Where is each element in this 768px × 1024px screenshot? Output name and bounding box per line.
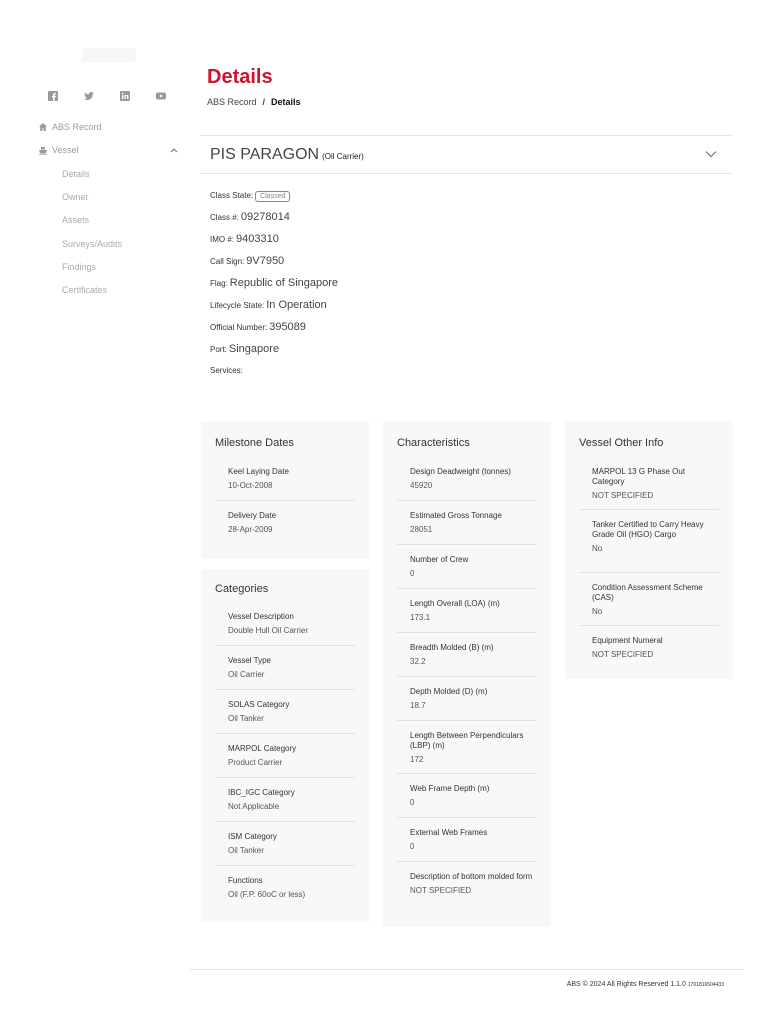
- breadcrumb: [207, 97, 301, 107]
- official-number-value: 395089: [269, 321, 306, 333]
- characteristic-item: [410, 687, 536, 710]
- milestone-value: 10-Oct-2008: [228, 481, 273, 490]
- services-row: [210, 366, 243, 375]
- category-value: Double Hull Oil Carrier: [228, 626, 309, 635]
- characteristic-value: 173.1: [410, 613, 431, 622]
- flag-value: Republic of Singapore: [229, 277, 339, 289]
- sidebar-subitem-owner[interactable]: Owner: [62, 192, 89, 202]
- divider: [397, 817, 537, 818]
- divider: [397, 544, 537, 545]
- lifecycle-row: [210, 299, 327, 311]
- other-info-value: No: [592, 607, 603, 616]
- characteristics-panel: [383, 421, 551, 927]
- divider: [215, 777, 355, 778]
- other-info-item: [592, 583, 718, 616]
- sidebar-subitem-certificates[interactable]: Certificates: [62, 285, 108, 295]
- other-info-label: Equipment Numeral: [592, 636, 663, 645]
- category-label: Vessel Description: [228, 612, 294, 621]
- characteristics-title: Characteristics: [397, 437, 470, 449]
- divider: [397, 632, 537, 633]
- flag-row: [210, 277, 338, 289]
- divider: [397, 676, 537, 677]
- characteristic-item: [410, 872, 536, 895]
- vessel-name-wrap: [210, 146, 364, 164]
- other-info-label: Tanker Certified to Carry Heavy Grade Oil (HGO) Cargo: [592, 520, 704, 539]
- footer-copyright: ABS © 2024 All Rights Reserved 1.1.0: [566, 981, 686, 988]
- characteristic-item: [410, 511, 536, 534]
- divider: [579, 572, 719, 573]
- breadcrumb-root[interactable]: ABS Record: [207, 97, 257, 107]
- footer-build: 1701816504433: [687, 982, 724, 988]
- logo: [82, 48, 136, 62]
- youtube-icon[interactable]: [155, 90, 167, 102]
- sidebar-subitem-surveys-audits[interactable]: Surveys/Audits: [62, 239, 123, 249]
- divider: [215, 733, 355, 734]
- status-badge: Classed: [255, 191, 290, 202]
- other-info-item: [592, 467, 718, 500]
- class-state-row: [210, 191, 290, 202]
- milestone-item: [228, 467, 354, 490]
- characteristic-label: Number of Crew: [410, 555, 469, 564]
- characteristic-value: 0: [410, 569, 415, 578]
- port-row: [210, 343, 279, 355]
- characteristic-label: Length Between Perpendiculars (LBP) (m): [410, 731, 524, 750]
- imo-value: 9403310: [236, 233, 279, 245]
- characteristic-label: Breadth Molded (B) (m): [410, 643, 494, 652]
- category-value: Not Applicable: [228, 802, 280, 811]
- other-info-value: NOT SPECIFIED: [592, 650, 654, 659]
- characteristic-item: [410, 828, 536, 851]
- divider: [579, 509, 719, 510]
- call-sign-value: 9V7950: [246, 255, 285, 267]
- category-item: [228, 612, 354, 635]
- divider: [397, 500, 537, 501]
- footer-divider: [190, 969, 743, 970]
- milestone-value: 28-Apr-2009: [228, 525, 273, 534]
- divider: [215, 645, 355, 646]
- characteristic-value: 45920: [410, 481, 433, 490]
- lifecycle-label: Lifecycle State:: [210, 301, 265, 310]
- divider: [397, 861, 537, 862]
- divider: [215, 500, 355, 501]
- characteristic-value: 172: [410, 755, 424, 764]
- characteristic-value: NOT SPECIFIED: [410, 886, 472, 895]
- characteristic-label: Design Deadweight (tonnes): [410, 467, 511, 476]
- class-number-value: 09278014: [240, 211, 290, 223]
- characteristic-item: [410, 784, 536, 807]
- divider: [215, 689, 355, 690]
- characteristic-label: Estimated Gross Tonnage: [410, 511, 502, 520]
- category-label: Vessel Type: [228, 656, 271, 665]
- imo-label: IMO #:: [210, 235, 235, 244]
- characteristic-value: 0: [410, 798, 415, 807]
- chevron-down-icon[interactable]: [705, 150, 717, 158]
- characteristic-item: [410, 599, 536, 622]
- port-value: Singapore: [228, 343, 280, 355]
- characteristic-label: Description of bottom molded form: [410, 872, 533, 881]
- characteristic-label: Length Overall (LOA) (m): [410, 599, 500, 608]
- sidebar-subitem-findings[interactable]: Findings: [62, 262, 97, 272]
- category-value: Product Carrier: [228, 758, 283, 767]
- other-info-item: [592, 636, 718, 659]
- category-item: [228, 788, 354, 811]
- other-info-value: NOT SPECIFIED: [592, 491, 654, 500]
- sidebar-subitem-assets[interactable]: Assets: [62, 215, 90, 225]
- characteristic-label: Web Frame Depth (m): [410, 784, 490, 793]
- category-value: Oil Tanker: [228, 846, 264, 855]
- milestone-label: Keel Laying Date: [228, 467, 289, 476]
- port-label: Port:: [210, 345, 227, 354]
- category-label: Functions: [228, 876, 263, 885]
- category-value: Oil Tanker: [228, 714, 264, 723]
- official-number-label: Official Number:: [210, 323, 268, 332]
- class-state-label: Class State:: [210, 191, 254, 200]
- characteristic-value: 32.2: [410, 657, 426, 666]
- social-links: [47, 90, 167, 102]
- official-number-row: [210, 321, 306, 333]
- characteristic-label: External Web Frames: [410, 828, 488, 837]
- category-label: MARPOL Category: [228, 744, 297, 753]
- milestone-label: Delivery Date: [228, 511, 277, 520]
- category-item: [228, 876, 354, 899]
- ship-icon: [38, 145, 48, 155]
- other-info-value: No: [592, 544, 603, 553]
- divider: [397, 773, 537, 774]
- divider: [579, 625, 719, 626]
- imo-row: [210, 233, 279, 245]
- category-value: Oil (F.P. 60oC or less): [228, 890, 306, 899]
- characteristic-item: [410, 467, 536, 490]
- vessel-name: PIS PARAGON: [210, 146, 320, 163]
- sidebar: [0, 0, 190, 1024]
- chevron-up-icon[interactable]: [170, 147, 178, 153]
- home-icon: [38, 122, 48, 132]
- page-title: Details: [207, 66, 273, 88]
- characteristic-item: [410, 731, 536, 764]
- category-label: ISM Category: [228, 832, 277, 841]
- category-item: [228, 700, 354, 723]
- milestone-title: Milestone Dates: [215, 437, 294, 449]
- breadcrumb-separator: /: [262, 97, 266, 107]
- sidebar-subitem-details[interactable]: Details: [62, 169, 90, 179]
- characteristic-value: 18.7: [410, 701, 426, 710]
- call-sign-label: Call Sign:: [210, 257, 245, 266]
- category-label: IBC_IGC Category: [228, 788, 295, 797]
- vessel-type: (Oil Carrier): [322, 152, 364, 161]
- characteristic-value: 28051: [410, 525, 433, 534]
- breadcrumb-current: Details: [271, 97, 301, 107]
- footer: [567, 981, 724, 988]
- divider: [215, 821, 355, 822]
- facebook-icon[interactable]: [47, 90, 59, 102]
- class-number-label: Class #:: [210, 213, 239, 222]
- twitter-icon[interactable]: [83, 90, 95, 102]
- sidebar-item-vessel[interactable]: [38, 145, 79, 155]
- sidebar-item-label: ABS Record: [52, 122, 102, 132]
- characteristic-item: [410, 555, 536, 578]
- flag-label: Flag:: [210, 279, 228, 288]
- vessel-header[interactable]: [200, 135, 733, 174]
- characteristic-label: Depth Molded (D) (m): [410, 687, 488, 696]
- divider: [397, 720, 537, 721]
- lifecycle-value: In Operation: [266, 299, 327, 311]
- linkedin-icon[interactable]: [119, 90, 131, 102]
- milestone-item: [228, 511, 354, 534]
- characteristic-value: 0: [410, 842, 415, 851]
- divider: [215, 865, 355, 866]
- categories-title: Categories: [215, 583, 269, 595]
- category-item: [228, 656, 354, 679]
- other-info-title: Vessel Other Info: [579, 437, 664, 449]
- call-sign-row: [210, 255, 284, 267]
- other-info-label: Condition Assessment Scheme (CAS): [592, 583, 703, 602]
- other-info-item: [592, 520, 718, 553]
- sidebar-item-label: Vessel: [52, 145, 79, 155]
- class-number-row: [210, 211, 290, 223]
- category-item: [228, 832, 354, 855]
- services-label: Services:: [210, 366, 243, 375]
- sidebar-item-abs-record[interactable]: [38, 122, 102, 132]
- category-item: [228, 744, 354, 767]
- category-label: SOLAS Category: [228, 700, 290, 709]
- divider: [397, 588, 537, 589]
- other-info-label: MARPOL 13 G Phase Out Category: [592, 467, 686, 486]
- characteristic-item: [410, 643, 536, 666]
- category-value: Oil Carrier: [228, 670, 265, 679]
